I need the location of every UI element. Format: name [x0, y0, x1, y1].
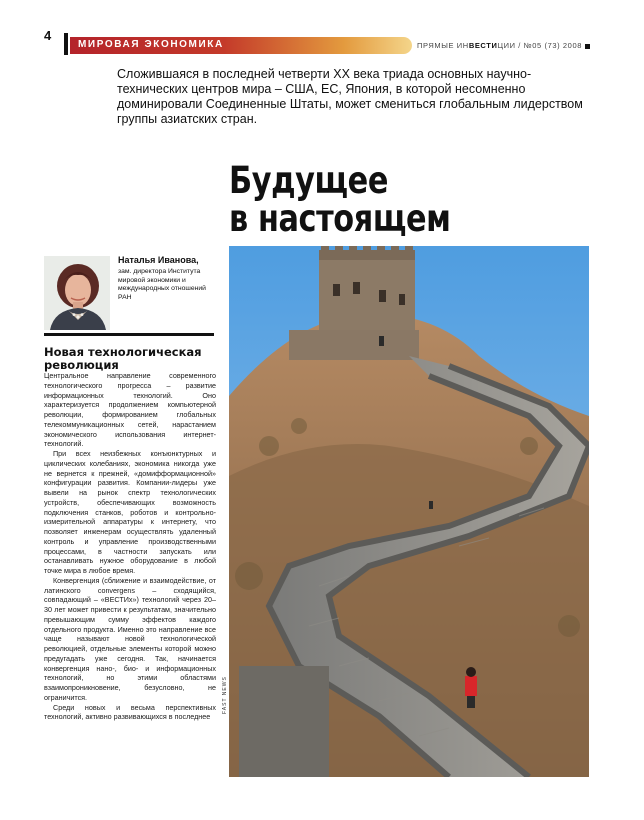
subheading: Новая технологическая революция	[44, 345, 202, 372]
paragraph: При всех неизбежных конъюнктурных и циклических колебаниях, экономика никогда уже не вернется к прежней, «домифформационной» конфигурации развития. Компании-лидеры уже вывели на рынок спектр технологических устройств, обеспечивающих возможность подключения станков, роботов и контрольно-измерительной аппаратуры к интернету, что позволяет инженерам осуществлять удаленный контроль и управление производственными процессами, в частности запускать или останавливать нужное оборудование в любой точке мира в любое время.	[44, 449, 216, 575]
article-title	[229, 159, 524, 240]
article-lede: Сложившаяся в последней четверти XX века триада основных научно-технических центров мира – США, ЕС, Япония, в которой несомненно доминировали Соединенные Штаты, может смениться глобальным лидерством группы азиатских стран.	[117, 67, 583, 126]
section-marker	[64, 33, 68, 55]
pub-prefix: ПРЯМЫЕ ИН	[416, 41, 469, 50]
great-wall-image	[229, 246, 589, 777]
paragraph: Конвергенция (сближение и взаимодействие, от латинского convergens – сходящийся, совпадающий – «ВЕСТИх») технологий через 20–30 лет может привести к результатам, значительно превышающим сумму эффектов каждого отдельного продукта. Именно это направление все чаще называют новой технологической революцией, отдельные элементы которой можно предугадать уже сегодня. Так, начинается конвергенция нано-, био- и информационных технологий, но этими областями взаимопроникновение, безусловно, не ограничится.	[44, 575, 216, 702]
author-portrait-image	[44, 256, 110, 330]
great-wall-photo	[229, 246, 589, 777]
paragraph: Центральное направление современного технологического прогресса – развитие информационных технологий. Оно характеризуется продолжением компьютерной революции, формированием глобальных телекоммуникационных сетей, нарастанием экономического использования интернет-технологий.	[44, 371, 216, 449]
section-label: МИРОВАЯ ЭКОНОМИКА	[78, 39, 224, 50]
paragraph: Среди новых и весьма перспективных технологий, активно развивающихся в последнее	[44, 702, 216, 722]
column-divider	[44, 333, 214, 336]
author-name: Наталья Иванова,	[118, 255, 199, 265]
article-body	[44, 371, 216, 722]
title-line-1: Будущее	[229, 159, 389, 202]
square-bullet-icon	[585, 44, 590, 49]
pub-brand: ВЕСТИ	[468, 41, 498, 50]
photo-credit: FAST NEWS	[222, 676, 228, 714]
page-number: 4	[44, 28, 52, 43]
pub-suffix: ЦИИ / №05 (73) 2008	[497, 41, 582, 50]
title-line-2: в настоящем	[229, 197, 451, 240]
author-role: зам. директора Института мировой экономики и международных отношений РАН	[118, 268, 206, 302]
author-portrait	[44, 256, 110, 330]
publication-line	[417, 41, 590, 50]
